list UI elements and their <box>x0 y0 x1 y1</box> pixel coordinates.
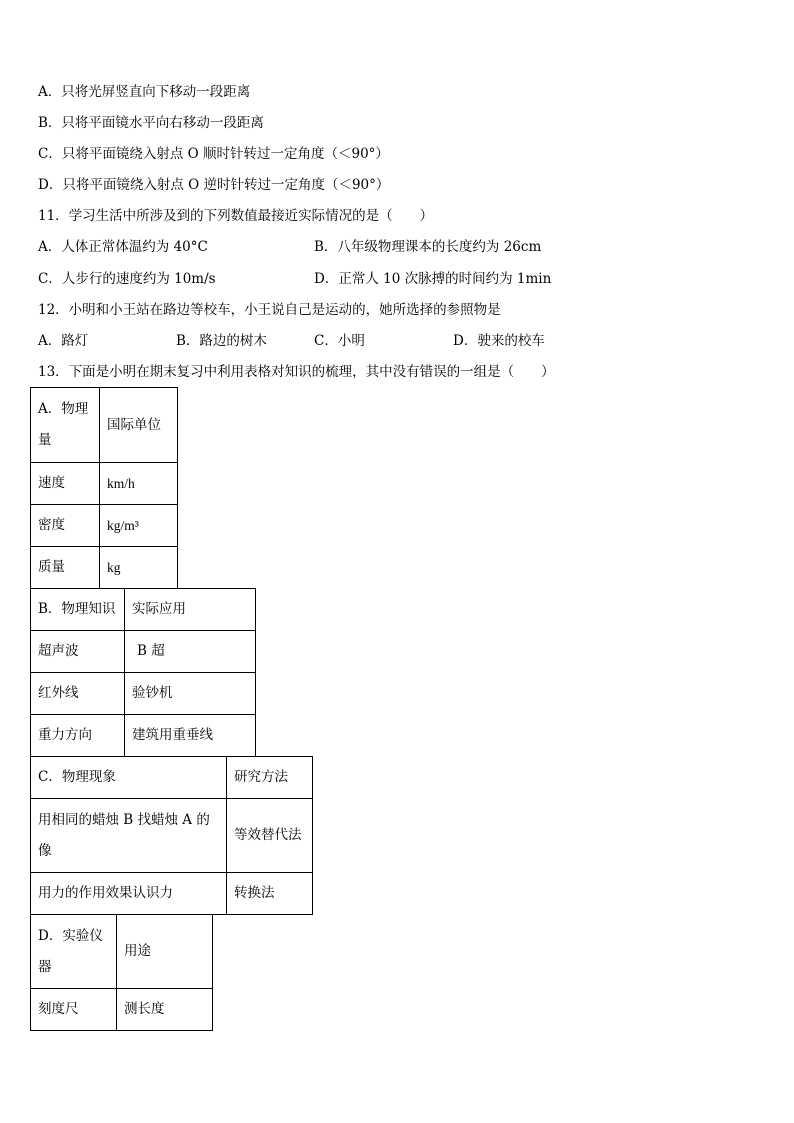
table-a-cell: 速度 <box>31 463 100 505</box>
table-c-cell: 用力的作用效果认识力 <box>31 873 227 915</box>
q11-stem: 11．学习生活中所涉及到的下列数值最接近实际情况的是（ ） <box>38 208 434 224</box>
table-d-cell: 测长度 <box>117 989 213 1031</box>
q11-option-c: C．人步行的速度约为 10m/s <box>38 271 216 287</box>
table-a-cell: km/h <box>100 463 178 505</box>
table-d-header-usage: 用途 <box>117 915 213 989</box>
q10-option-b: B．只将平面镜水平向右移动一段距离 <box>38 115 264 131</box>
table-a-cell: kg/m³ <box>100 505 178 547</box>
table-d-header-instrument: D．实验仪器 <box>31 915 117 989</box>
q12-option-a: A．路灯 <box>38 333 89 349</box>
q12-option-b: B．路边的树木 <box>176 333 267 349</box>
table-b-cell: 建筑用重垂线 <box>125 715 256 757</box>
table-a-header-unit: 国际单位 <box>100 388 178 463</box>
table-c <box>30 756 313 915</box>
table-b <box>30 588 256 757</box>
table-c-cell: 等效替代法 <box>227 799 313 873</box>
q12-option-c: C．小明 <box>314 333 365 349</box>
q11-option-a: A．人体正常体温约为 40°C <box>38 239 208 255</box>
table-d-cell: 刻度尺 <box>31 989 117 1031</box>
table-a-cell: 质量 <box>31 547 100 589</box>
table-a-cell: kg <box>100 547 178 589</box>
table-d <box>30 914 213 1031</box>
table-b-cell: B 超 <box>125 631 256 673</box>
table-c-header-method: 研究方法 <box>227 757 313 799</box>
q13-stem: 13．下面是小明在期末复习中利用表格对知识的梳理，其中没有错误的一组是（ ） <box>38 364 555 380</box>
table-b-cell: 重力方向 <box>31 715 125 757</box>
q10-option-d: D．只将平面镜绕入射点 O 逆时针转过一定角度（＜90°） <box>38 177 390 193</box>
table-b-header-application: 实际应用 <box>125 589 256 631</box>
table-b-cell: 超声波 <box>31 631 125 673</box>
table-a <box>30 387 178 589</box>
q11-option-d: D．正常人 10 次脉搏的时间约为 1min <box>314 271 552 287</box>
q10-option-c: C．只将平面镜绕入射点 O 顺时针转过一定角度（＜90°） <box>38 146 389 162</box>
q11-option-b: B．八年级物理课本的长度约为 26cm <box>314 239 542 255</box>
q12-option-d: D．驶来的校车 <box>453 333 545 349</box>
table-a-header-quantity: A．物理量 <box>31 388 100 463</box>
table-a-cell: 密度 <box>31 505 100 547</box>
table-c-cell: 转换法 <box>227 873 313 915</box>
table-b-header-knowledge: B．物理知识 <box>31 589 125 631</box>
q10-option-a: A．只将光屏竖直向下移动一段距离 <box>38 84 251 100</box>
table-c-cell: 用相同的蜡烛 B 找蜡烛 A 的像 <box>31 799 227 873</box>
table-b-cell: 红外线 <box>31 673 125 715</box>
table-b-cell: 验钞机 <box>125 673 256 715</box>
q12-stem: 12．小明和小王站在路边等校车，小王说自己是运动的，她所选择的参照物是 <box>38 302 501 318</box>
table-c-header-phenomenon: C．物理现象 <box>31 757 227 799</box>
